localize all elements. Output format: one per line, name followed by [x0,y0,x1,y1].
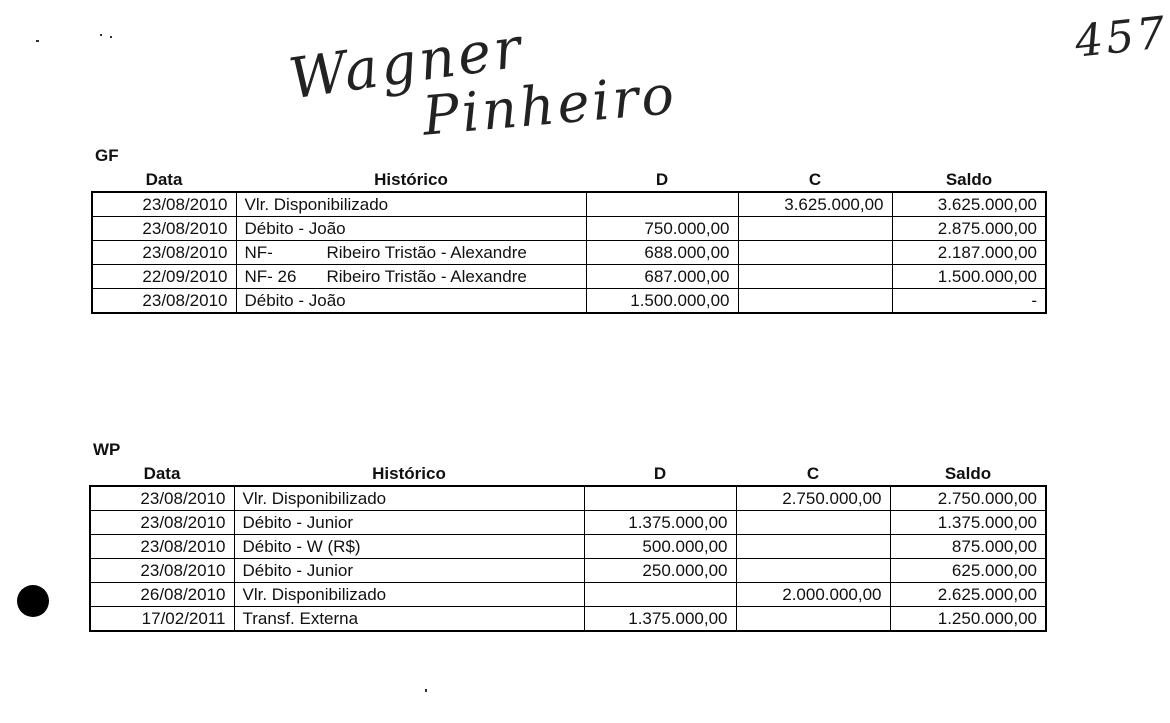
cell-data: 23/08/2010 [92,217,236,241]
table-row [92,192,1046,217]
table-header-row [92,169,1046,192]
scan-speck [110,36,112,38]
cell-data: 22/09/2010 [92,265,236,289]
scan-speck [425,689,427,692]
ledger-table-wp [89,463,1047,632]
cell-saldo: 625.000,00 [890,559,1046,583]
header-saldo: Saldo [944,464,992,483]
cell-saldo: 2.750.000,00 [890,486,1046,511]
cell-saldo: 875.000,00 [890,535,1046,559]
cell-data: 23/08/2010 [90,511,234,535]
cell-d: 500.000,00 [584,535,736,559]
handwritten-name-line1: Wagner [285,15,528,113]
cell-d: 687.000,00 [586,265,738,289]
cell-c [738,265,892,289]
table-row [90,559,1046,583]
cell-d: 750.000,00 [586,217,738,241]
cell-historico: Vlr. Disponibilizado [234,486,584,511]
table-row [90,511,1046,535]
scan-speck [36,40,39,42]
cell-d: 250.000,00 [584,559,736,583]
cell-historico: Débito - Junior [234,511,584,535]
cell-saldo: 2.875.000,00 [892,217,1046,241]
cell-c [738,217,892,241]
cell-data: 23/08/2010 [92,192,236,217]
cell-c [736,607,890,632]
cell-historico: Débito - Junior [234,559,584,583]
table-row [92,289,1046,314]
header-d: D [655,170,669,189]
cell-data: 23/08/2010 [90,559,234,583]
header-historico: Histórico [372,464,446,483]
cell-c [738,241,892,265]
cell-saldo: 1.500.000,00 [892,265,1046,289]
cell-saldo: 1.375.000,00 [890,511,1046,535]
table-row [92,241,1046,265]
header-historico: Histórico [374,170,448,189]
punch-hole-dot [17,585,49,617]
cell-historico [236,241,586,265]
cell-historico: Débito - João [236,289,586,314]
header-c: C [806,464,820,483]
handwritten-name-line2: Pinheiro [420,62,680,148]
table-row [92,217,1046,241]
table-row [90,535,1046,559]
cell-saldo: - [892,289,1046,314]
header-saldo: Saldo [945,170,993,189]
cell-d [586,192,738,217]
header-d: D [653,464,667,483]
table-row [90,486,1046,511]
cell-c [736,511,890,535]
section-label-wp: WP [93,440,121,459]
cell-d: 1.375.000,00 [584,607,736,632]
cell-data: 23/08/2010 [90,535,234,559]
header-data: Data [143,464,181,483]
invoice-code: NF- [244,243,273,262]
table-row [90,607,1046,632]
cell-data: 23/08/2010 [90,486,234,511]
cell-data: 26/08/2010 [90,583,234,607]
cell-d [584,583,736,607]
cell-c [738,289,892,314]
cell-c: 3.625.000,00 [738,192,892,217]
cell-saldo: 1.250.000,00 [890,607,1046,632]
header-c: C [808,170,822,189]
section-label-gf: GF [95,146,119,165]
cell-data: 23/08/2010 [92,289,236,314]
cell-historico: Vlr. Disponibilizado [234,583,584,607]
cell-d [584,486,736,511]
table-header-row [90,463,1046,486]
scan-speck [100,34,102,36]
cell-c: 2.000.000,00 [736,583,890,607]
header-data: Data [145,170,183,189]
cell-data: 17/02/2011 [90,607,234,632]
table-row [90,583,1046,607]
cell-c [736,535,890,559]
table-row [92,265,1046,289]
cell-historico [236,265,586,289]
cell-d: 688.000,00 [586,241,738,265]
cell-d: 1.375.000,00 [584,511,736,535]
cell-c [736,559,890,583]
invoice-supplier: Ribeiro Tristão - Alexandre [326,267,527,286]
cell-c: 2.750.000,00 [736,486,890,511]
cell-historico: Débito - W (R$) [234,535,584,559]
handwritten-page-number: 457 [1072,7,1170,68]
cell-d: 1.500.000,00 [586,289,738,314]
invoice-supplier: Ribeiro Tristão - Alexandre [326,243,527,262]
cell-saldo: 2.625.000,00 [890,583,1046,607]
ledger-table-gf [91,169,1047,314]
cell-historico: Transf. Externa [234,607,584,632]
cell-saldo: 3.625.000,00 [892,192,1046,217]
cell-data: 23/08/2010 [92,241,236,265]
cell-historico: Vlr. Disponibilizado [236,192,586,217]
cell-historico: Débito - João [236,217,586,241]
invoice-code: NF- 26 [244,267,297,286]
cell-saldo: 2.187.000,00 [892,241,1046,265]
